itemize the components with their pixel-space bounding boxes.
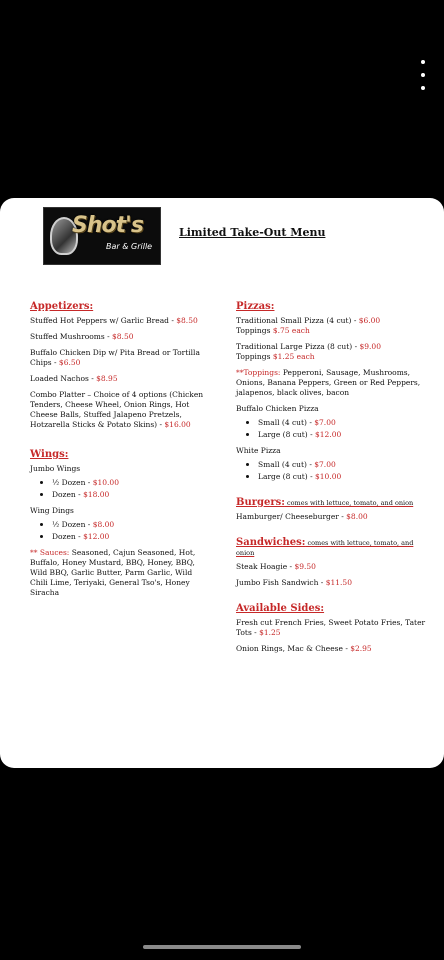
sides-heading: Available Sides: [236, 603, 325, 614]
pizza-toppings: **Toppings: Pepperoni, Sausage, Mushrooms, Onions, Banana Peppers, Green or Red Peppers, jalapenos, black olives, bacon [236, 368, 421, 397]
menu-item: Jumbo Fish Sandwich - $11.50 [236, 578, 352, 587]
jumbo-wings-list [30, 478, 210, 500]
wing-dings-label: Wing Dings [30, 506, 74, 515]
menu-item: Fresh cut French Fries, Sweet Potato Fries, Tater Tots - $1.25 [236, 618, 426, 637]
appetizers-heading: Appetizers: [30, 301, 94, 312]
list-item: Large (8 cut) - $10.00 [258, 472, 426, 482]
list-item: Dozen - $12.00 [52, 532, 210, 542]
buffalo-pizza-label: Buffalo Chicken Pizza [236, 404, 319, 413]
logo-subtitle: Bar & Grille [106, 242, 153, 251]
menu-item: Stuffed Mushrooms - $8.50 [30, 332, 134, 341]
menu-item: Combo Platter – Choice of 4 options (Chicken Tenders, Cheese Wheel, Onion Rings, Hot Cheese Balls, Stuffed Jalapeno Pretzels, Hotzarella Sticks & Potato Skins) - $16.00 [30, 390, 204, 429]
menu-item: Buffalo Chicken Dip w/ Pita Bread or Tortilla Chips - $6.50 [30, 348, 200, 367]
left-column [30, 302, 210, 604]
right-column [236, 302, 426, 660]
list-item: ½ Dozen - $10.00 [52, 478, 210, 488]
wings-heading: Wings: [30, 449, 69, 460]
list-item: Large (8 cut) - $12.00 [258, 430, 426, 440]
list-item: Dozen - $18.00 [52, 490, 210, 500]
menu-item: Stuffed Hot Peppers w/ Garlic Bread - $8.50 [30, 316, 198, 325]
menu-image-card[interactable] [0, 198, 444, 768]
menu-item: Onion Rings, Mac & Cheese - $2.95 [236, 644, 372, 653]
menu-item: Traditional Small Pizza (4 cut) - $6.00 Toppings $.75 each [236, 316, 381, 335]
more-options-button[interactable] [418, 60, 428, 90]
buffalo-pizza-list [236, 418, 426, 440]
wing-sauces: ** Sauces: Seasoned, Cajun Seasoned, Hot, Buffalo, Honey Mustard, BBQ, Honey, BBQ, Wild BBQ, Garlic Butter, Parm Garlic, Wild Chili Lime, Teriyaki, General Tso's, Honey Siracha [30, 548, 196, 597]
more-vertical-icon [421, 60, 425, 64]
shots-logo [43, 207, 161, 265]
burgers-heading: Burgers: comes with lettuce, tomato, and onion [236, 497, 414, 508]
wing-dings-list [30, 520, 210, 542]
menu-item: Steak Hoagie - $9.50 [236, 562, 316, 571]
white-pizza-label: White Pizza [236, 446, 281, 455]
menu-item: Loaded Nachos - $8.95 [30, 374, 118, 383]
dot [421, 73, 425, 77]
menu-item: Traditional Large Pizza (8 cut) - $9.00 Toppings $1.25 each [236, 342, 381, 361]
jumbo-wings-label: Jumbo Wings [30, 464, 81, 473]
logo-wordmark: Shot's [72, 213, 143, 238]
pizzas-heading: Pizzas: [236, 301, 275, 312]
list-item: Small (4 cut) - $7.00 [258, 460, 426, 470]
menu-title: Limited Take-Out Menu [179, 226, 326, 239]
dot [421, 86, 425, 90]
list-item: ½ Dozen - $8.00 [52, 520, 210, 530]
home-indicator[interactable] [143, 945, 301, 949]
menu-item: Hamburger/ Cheeseburger - $8.00 [236, 512, 368, 521]
sandwiches-heading: Sandwiches: comes with lettuce, tomato, and onion [236, 537, 414, 557]
list-item: Small (4 cut) - $7.00 [258, 418, 426, 428]
white-pizza-list [236, 460, 426, 482]
